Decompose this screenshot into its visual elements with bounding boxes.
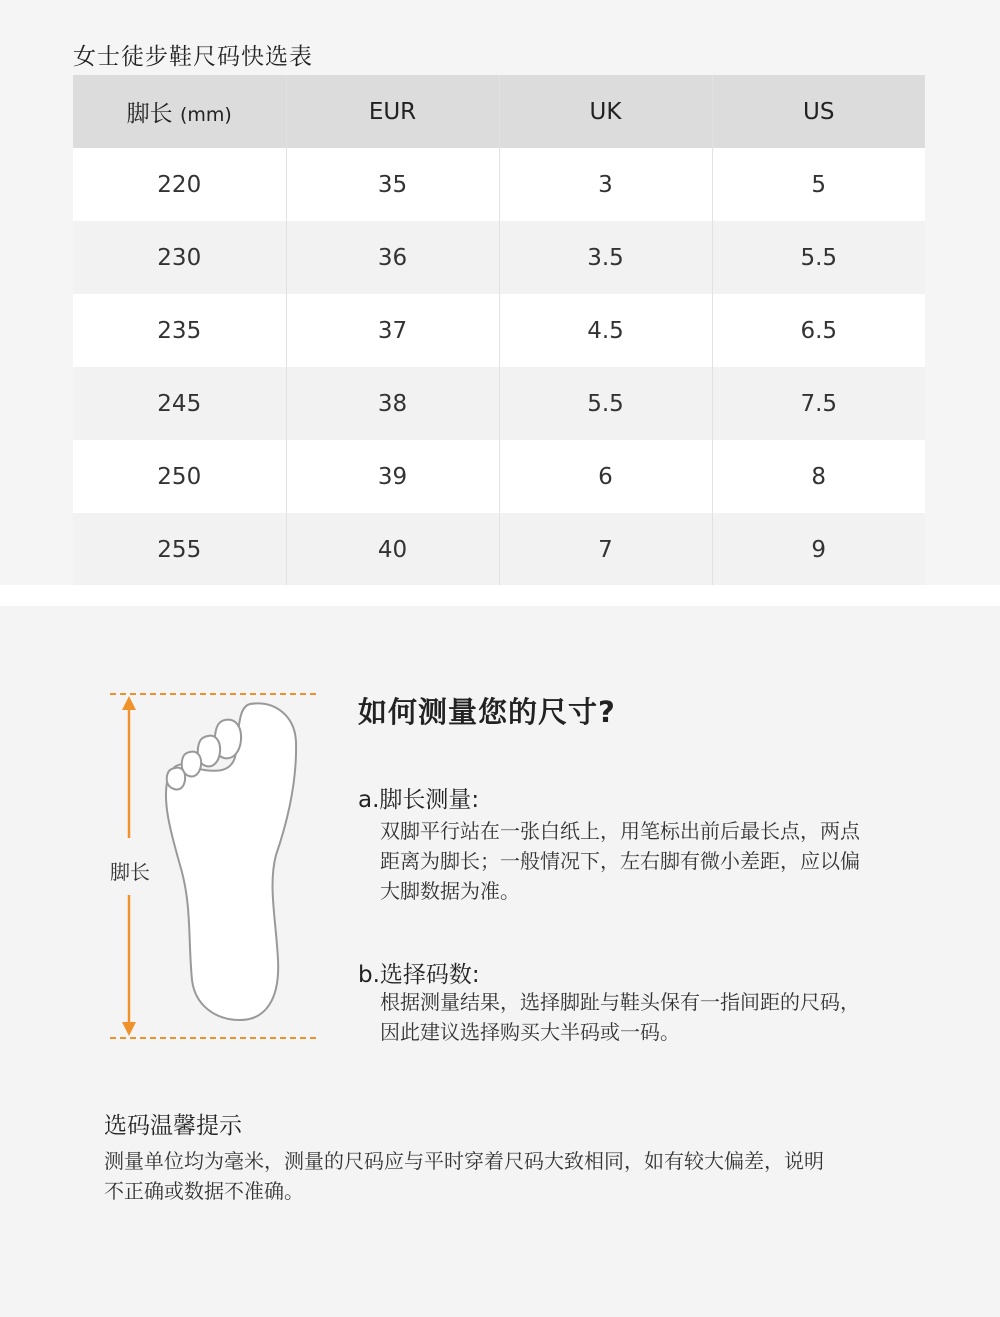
- step-a-text: [380, 816, 920, 906]
- header-foot-length: 脚长 (mm): [126, 101, 232, 127]
- cell-us: 5: [712, 148, 925, 221]
- step-a-title: a.脚长测量:: [358, 787, 480, 813]
- cell-uk: 6: [499, 440, 712, 513]
- cell-foot-length: 235: [157, 317, 202, 344]
- header-uk: UK: [499, 75, 712, 148]
- cell-eur: 36: [286, 221, 499, 294]
- table-row: [73, 148, 925, 221]
- cell-uk: 3: [499, 148, 712, 221]
- step-b-line: 根据测量结果，选择脚趾与鞋头保有一指间距的尺码，: [380, 990, 860, 1014]
- cell-us: 5.5: [712, 221, 925, 294]
- table-body: [73, 148, 925, 586]
- cell-foot-length: 220: [157, 171, 202, 198]
- header-eur: EUR: [286, 75, 499, 148]
- size-table: [73, 75, 925, 586]
- size-chart-title: 女士徒步鞋尺码快选表: [73, 44, 313, 70]
- arrow-head-down: [122, 1022, 136, 1036]
- cell-us: 9: [712, 513, 925, 586]
- step-a-line: 双脚平行站在一张白纸上，用笔标出前后最长点，两点: [380, 819, 860, 843]
- cell-uk: 3.5: [499, 221, 712, 294]
- table-row: [73, 221, 925, 294]
- step-a-line: 距离为脚长；一般情况下，左右脚有微小差距，应以偏: [380, 849, 860, 873]
- cell-us: 7.5: [712, 367, 925, 440]
- tips-title: 选码温馨提示: [104, 1113, 242, 1139]
- step-b-text: [380, 987, 920, 1047]
- measure-section: [0, 606, 1000, 1317]
- foot-length-label: 脚长: [110, 856, 150, 885]
- cell-foot-length: 230: [157, 244, 202, 271]
- cell-uk: 7: [499, 513, 712, 586]
- header-us: US: [712, 75, 925, 148]
- step-a-line: 大脚数据为准。: [380, 879, 520, 903]
- cell-foot-length: 250: [157, 463, 202, 490]
- tips-line: 不正确或数据不准确。: [104, 1179, 304, 1203]
- arrow-head-up: [122, 696, 136, 710]
- table-row: [73, 367, 925, 440]
- step-b-line: 因此建议选择购买大半码或一码。: [380, 1020, 680, 1044]
- how-to-measure-title: 如何测量您的尺寸?: [358, 695, 616, 729]
- table-row: [73, 440, 925, 513]
- cell-foot-length: 255: [157, 536, 202, 563]
- size-chart-section: [0, 0, 1000, 585]
- table-header-row: [73, 75, 925, 148]
- cell-us: 6.5: [712, 294, 925, 367]
- step-b-title: b.选择码数:: [358, 962, 480, 988]
- cell-eur: 40: [286, 513, 499, 586]
- cell-eur: 37: [286, 294, 499, 367]
- cell-eur: 35: [286, 148, 499, 221]
- cell-eur: 39: [286, 440, 499, 513]
- table-row: [73, 294, 925, 367]
- tips-line: 测量单位均为毫米，测量的尺码应与平时穿着尺码大致相同，如有较大偏差，说明: [104, 1149, 824, 1173]
- foot-outline: [166, 703, 296, 1020]
- cell-foot-length: 245: [157, 390, 202, 417]
- cell-uk: 4.5: [499, 294, 712, 367]
- cell-us: 8: [712, 440, 925, 513]
- cell-uk: 5.5: [499, 367, 712, 440]
- cell-eur: 38: [286, 367, 499, 440]
- section-divider: [0, 585, 1000, 606]
- tips-text: [104, 1146, 904, 1206]
- table-row: [73, 513, 925, 586]
